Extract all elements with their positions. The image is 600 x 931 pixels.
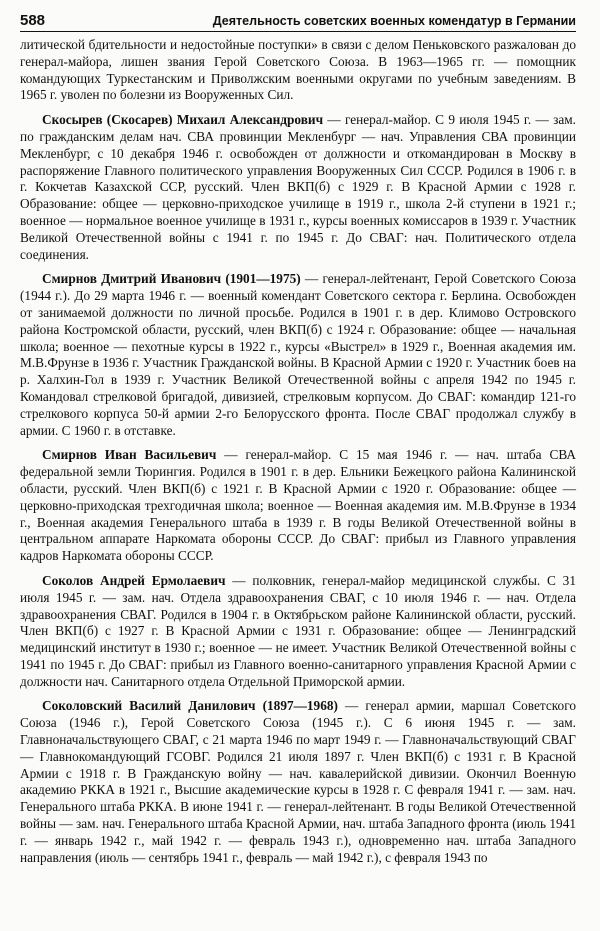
- page-body: [20, 37, 576, 866]
- entry-text: — генерал-лейтенант, Герой Советского Союза (1944 г.). До 29 марта 1946 г. — военный комендант Советского сектора г. Берлина. Освобожден от занимаемой должности по личной просьбе. Родился в 1901 г. в дер. Климово Островского района Костромской области, русский, член ВКП(б) с 1924 г. Образование: общее — начальная школа; военное — пехотные курсы в 1922 г., курсы «Выстрел» в 1929 г., Военная академия им. М.В.Фрунзе в 1936 г. Участник Гражданской войны. В Красной Армии с 1920 г. Участник боев на р. Халхин-Гол в 1939 г. Участник Великой Отечественной войны с апреля 1942 по 1945 г. Командовал стрелковой бригадой, дивизией, стрелковым корпусом. До СВАГ: командир 121-го стрелкового корпуса 50-й армии 2-го Белорусского фронта. После СВАГ продолжал службу в армии. С 1960 г. в отставке.: [20, 271, 576, 438]
- entry-name: Соколовский Василий Данилович (1897—1968): [42, 698, 338, 714]
- entry-name: Смирнов Дмитрий Иванович (1901—1975): [42, 271, 301, 287]
- entry-text: — генерал-майор. С 9 июля 1945 г. — зам. по гражданским делам нач. СВА провинции Мекленбург — нач. Управления СВА провинции Мекленбург, с 10 декабря 1946 г. освобожден от должности и откомандирован в Москву в распоряжение Главного политического управления Вооруженных Сил СССР. Родился в 1906 г. в г. Кокчетав Казахской ССР, русский. Член ВКП(б) с 1929 г. В Красной Армии с 1928 г. Образование: общее — церковно-приходское училище в 1919 г., школа 2-й ступени в 1921 г.; военное — нормальное военное училище в 1931 г., курсы военных комиссаров в 1939 г. Участник Великой Отечественной войны с 1941 г. по 1945 г. До СВАГ: нач. Политического отдела соединения.: [20, 112, 576, 262]
- entry-sokolov: [20, 573, 576, 691]
- continuation-paragraph: литической бдительности и недостойные поступки» в связи с делом Пеньковского разжалован до генерал-майора, лишен звания Герой Советского Союза. В 1963—1965 гг. — помощник командующих Туркестанским и Приволжским военными округами по учебным заведениям. В 1965 г. уволен по болезни из Вооруженных Сил.: [20, 37, 576, 103]
- running-title: Деятельность советских военных комендатур в Германии: [212, 14, 576, 28]
- page-header: [20, 12, 576, 32]
- entry-name: Смирнов Иван Васильевич: [42, 447, 217, 463]
- entry-skosyrev: [20, 112, 576, 263]
- entry-sokolovsky: [20, 698, 576, 866]
- entry-text: — полковник, генерал-майор медицинской службы. С 31 июля 1945 г. — зам. нач. Отдела здравоохранения СВАГ, с 10 июля 1946 г. — нач. Отдела здравоохранения СВАГ. Родился в 1904 г. в Октябрьском районе Калининской области, русский. Член ВКП(б) с 1927 г. В Красной Армии с 1931 г. Образование: общее — Ленинградский медицинский институт в 1930 г.; военное — не имеет. Участник Великой Отечественной войны с 1941 по 1945 г. До СВАГ: прибыл из Главного военно-санитарного управления Красной Армии с должности нач. Санитарного отдела Отдельной Приморской армии.: [20, 572, 576, 689]
- entry-text: — генерал-майор. С 15 мая 1946 г. — нач. штаба СВА федеральной земли Тюрингия. Родился в 1901 г. в дер. Ельники Бежецкого района Калининской области, русский. Член ВКП(б) с 1921 г. В Красной Армии с 1920 г. Образование: общее — церковно-приходская трехгодичная школа; военное — Военная академия им. М.В.Фрунзе в 1934 г., Военная академия Генерального штаба в 1939 г. В годы Великой Отечественной войны в центральном аппарате Наркомата обороны СССР. До СВАГ: прибыл из Главного управления кадров Наркомата обороны СССР.: [20, 447, 576, 564]
- entry-name: Скосырев (Скосарев) Михаил Александрович: [42, 112, 324, 128]
- page-number: 588: [20, 12, 46, 29]
- entry-name: Соколов Андрей Ермолаевич: [42, 572, 226, 588]
- entry-smirnov-ivan: [20, 447, 576, 565]
- entry-text: — генерал армии, маршал Советского Союза (1946 г.), Герой Советского Союза (1945 г.). С 6 июня 1945 г. — зам. Главноначальствующего СВАГ, с 21 марта 1946 по март 1949 г. — Главноначальствующий СВАГ — Главнокомандующий ГСОВГ. Родился 21 июля 1897 г. Член ВКП(б) с 1931 г. В Красной Армии с 1918 г. В Гражданскую войну — нач. кавалерийской дивизии. Окончил Военную академию РККА в 1921 г., Высшие академические курсы в 1928 г. С февраля 1941 г. — зам. нач. Генерального штаба РККА. В июне 1941 г. — генерал-лейтенант. В годы Великой Отечественной войны — зам. нач. Генерального штаба Красной Армии, нач. штаба Западного фронта (июль 1941 г. — январь 1942 г., май 1942 г. — февраль 1943 г.), одновременно нач. штаба Западного направления (июль — сентябрь 1941 г., февраль — май 1942 г.), с февраля 1943 по: [20, 698, 576, 865]
- entry-smirnov-dmitry: [20, 271, 576, 439]
